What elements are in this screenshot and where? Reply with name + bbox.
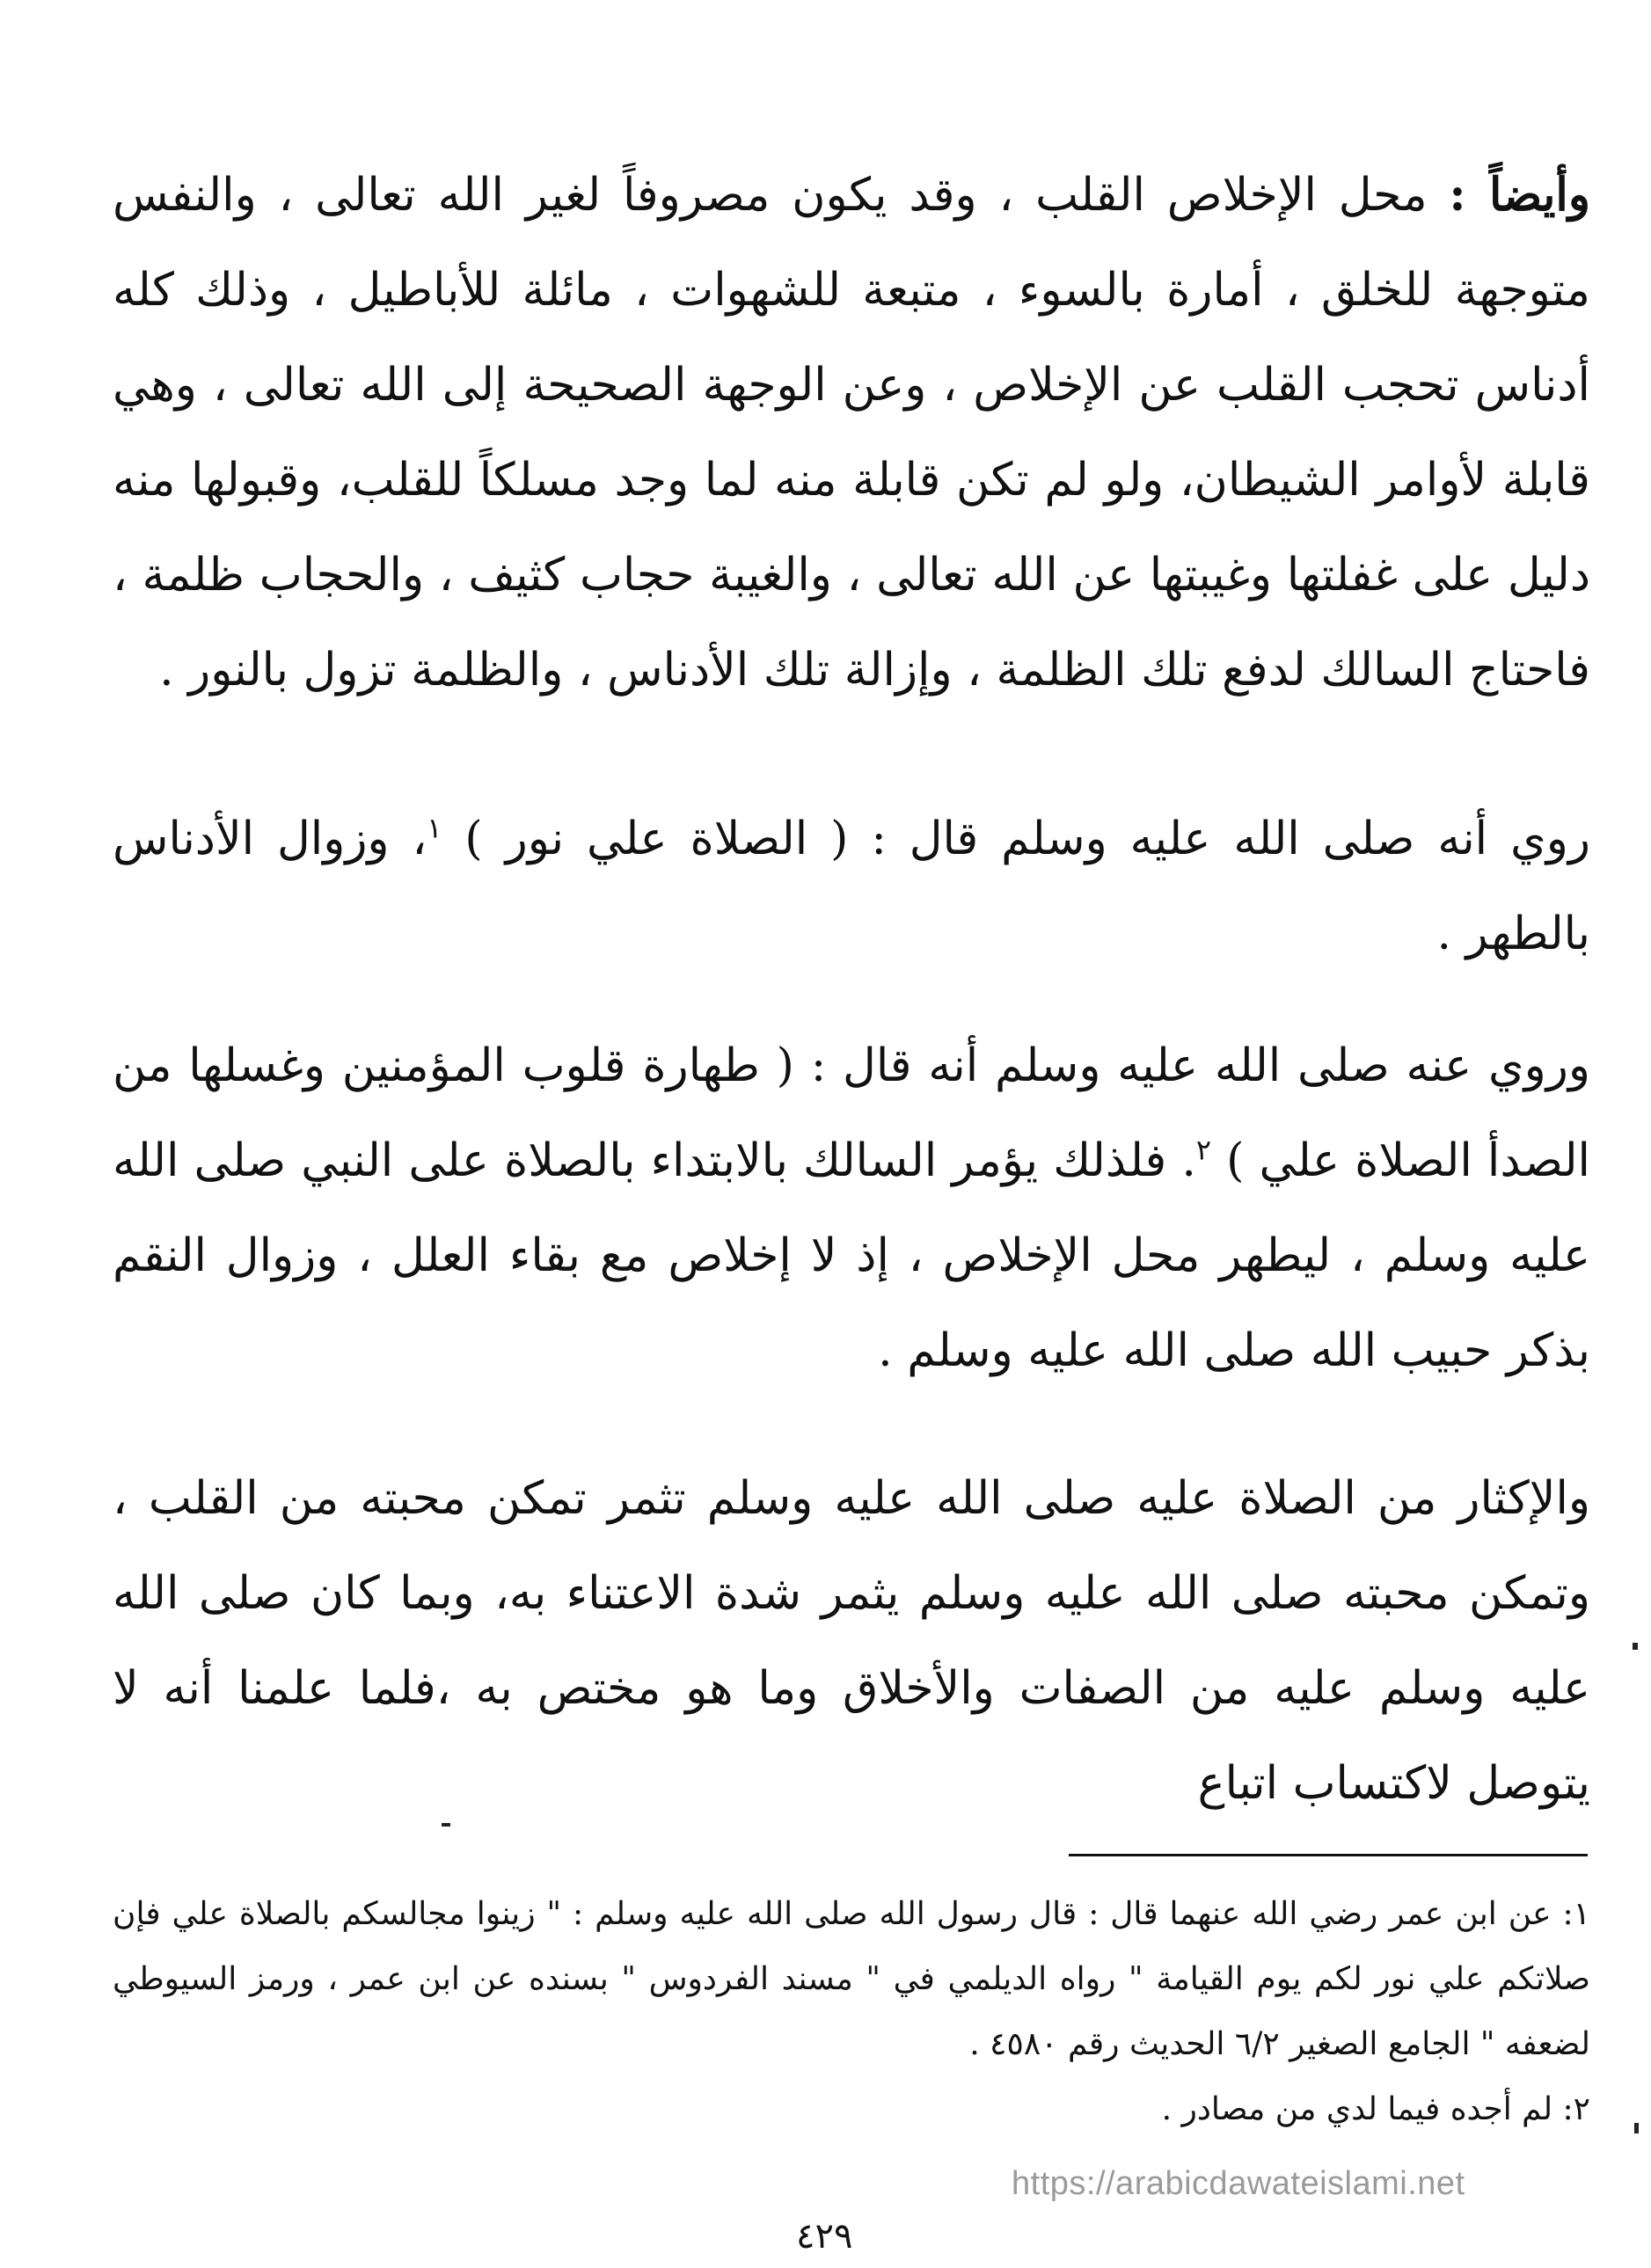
paragraph-2 xyxy=(113,791,1590,981)
paragraph-3 xyxy=(113,1018,1590,1398)
print-speck xyxy=(1634,2123,1639,2133)
footnote-1: ١: عن ابن عمر رضي الله عنهما قال : قال رسول الله صلى الله عليه وسلم : " زينوا مجالسكم بالصلاة علي فإن صلاتكم علي نور لكم يوم القيامة " رواه الديلمي في " مسند الفردوس " بسنده عن ابن عمر ، ورمز السيوطي لضعفه " الجامع الصغير ٦/٢ الحديث رقم ٤٥٨٠ . xyxy=(113,1896,1590,2062)
paragraph-1-text: محل الإخلاص القلب ، وقد يكون مصروفاً لغير الله تعالى ، والنفس متوجهة للخلق ، أمارة بالسوء ، متبعة للشهوات ، مائلة للأباطيل ، وذلك كله أدناس تحجب القلب عن الإخلاص ، وعن الوجهة الصحيحة إلى الله تعالى ، وهي قابلة لأوامر الشيطان، ولو لم تكن قابلة منه لما وجد مسلكاً للقلب، وقبولها منه دليل على غفلتها وغيبتها عن الله تعالى ، والغيبة حجاب كثيف ، والحجاب ظلمة ، فاحتاج السالك لدفع تلك الظلمة ، وإزالة تلك الأدناس ، والظلمة تزول بالنور . xyxy=(113,169,1590,696)
paragraph-1-lead: وأيضاً : xyxy=(1449,168,1590,222)
footnote-ref-1[interactable]: ١ xyxy=(427,811,442,845)
paragraph-3-text-after: . فلذلك يؤمر السالك بالابتداء بالصلاة على النبي صلى الله عليه وسلم ، ليطهر محل الإخلاص ، إذ لا إخلاص مع بقاء العلل ، وزوال النقم بذكر حبيب الله صلى الله عليه وسلم . xyxy=(113,1134,1590,1377)
paragraph-1 xyxy=(113,148,1590,718)
paragraph-4: والإكثار من الصلاة عليه صلى الله عليه وسلم تثمر تمكن محبته من القلب ، وتمكن محبته صلى الله عليه وسلم يثمر شدة الاعتناء به، وبما كان صلى الله عليه وسلم عليه من الصفات والأخلاق وما هو مختص به ،فلما علمنا أنه لا يتوصل لاكتساب اتباع xyxy=(113,1472,1590,1810)
paragraph-4-block xyxy=(113,1451,1590,1831)
paragraph-2-text-after: ، وزوال الأدناس بالطهر . xyxy=(113,813,1590,960)
print-speck xyxy=(1633,1643,1638,1650)
paragraph-3-block xyxy=(113,1018,1590,1398)
footnote-2: ٢: لم أجده فيما لدي من مصادر . xyxy=(1161,2091,1590,2127)
watermark-url: https://arabicdawateislami.net xyxy=(1012,2165,1465,2202)
footnote-separator xyxy=(1069,1854,1588,1856)
footnote-ref-2[interactable]: ٢ xyxy=(1195,1133,1212,1167)
paragraph-3-text-before: وروي عنه صلى الله عليه وسلم أنه قال : ( طهارة قلوب المؤمنين وغسلها من الصدأ الصلاة علي ) xyxy=(113,1039,1590,1187)
footnotes xyxy=(113,1882,1590,2142)
main-text-block xyxy=(113,148,1590,718)
paragraph-2-block xyxy=(113,791,1590,981)
page-number: ٤٢٩ xyxy=(796,2216,853,2257)
paragraph-2-text-before: روي أنه صلى الله عليه وسلم قال : ( الصلاة علي نور ) xyxy=(442,813,1590,865)
print-speck xyxy=(442,1823,450,1827)
